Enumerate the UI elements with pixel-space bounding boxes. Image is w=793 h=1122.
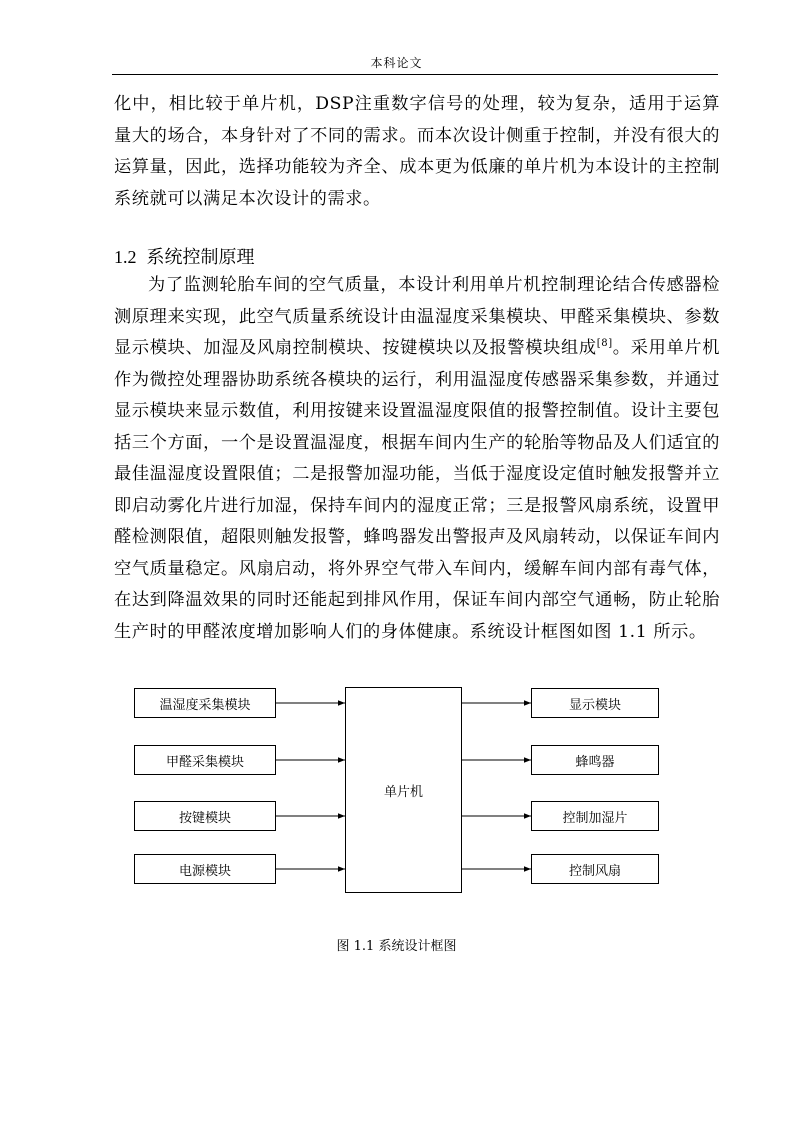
paragraph-principle-part1: 为了监测轮胎车间的空气质量，本设计利用单片机控制理论结合传感器检测原理来实现，此空气质量系统设计由温湿度采集模块、甲醛采集模块、参数显示模块、加湿及风扇控制模块、按键模块以及报警模块组成 xyxy=(114,275,720,358)
header-rule xyxy=(112,74,718,75)
output-box-humidifier: 控制加湿片 xyxy=(531,801,659,831)
center-box-mcu: 单片机 xyxy=(345,687,462,893)
output-box-buzzer: 蜂鸣器 xyxy=(531,745,659,775)
output-box-display: 显示模块 xyxy=(531,688,659,718)
citation-ref: [8] xyxy=(596,338,613,349)
paragraph-intro: 化中，相比较于单片机，DSP注重数字信号的处理，较为复杂，适用于运算量大的场合，本身针对了不同的需求。而本次设计侧重于控制，并没有很大的运算量，因此，选择功能较为齐全、成本更为低廉的单片机为本设计的主控制系统就可以满足本次设计的需求。 xyxy=(114,94,720,209)
section-title: 系统控制原理 xyxy=(146,247,255,268)
input-box-keys: 按键模块 xyxy=(134,801,276,831)
input-box-power: 电源模块 xyxy=(134,854,276,884)
input-box-formaldehyde: 甲醛采集模块 xyxy=(134,745,276,775)
section-heading xyxy=(114,243,255,269)
figure-caption: 图 1.1 系统设计框图 xyxy=(336,939,457,954)
paragraph-principle-part2: 。采用单片机作为微控处理器协助系统各模块的运行，利用温湿度传感器采集参数，并通过显示模块来显示数值，利用按键来设置温湿度限值的报警控制值。设计主要包括三个方面，一个是设置温湿度，根据车间内生产的轮胎等物品及人们适宜的最佳温湿度设置限值；二是报警加湿功能，当低于湿度设定值时触发报警并立即启动雾化片进行加湿，保持车间内的湿度正常；三是报警风扇系统，设置甲醛检测限值，超限则触发报警，蜂鸣器发出警报声及风扇转动，以保证车间内空气质量稳定。风扇启动，将外界空气带入车间内，缓解车间内部有毒气体，在达到降温效果的同时还能起到排风作用，保证车间内部空气通畅，防止轮胎生产时的甲醛浓度增加影响人们的身体健康。系统设计框图如图 1.1 所示。 xyxy=(114,338,720,642)
header-title: 本科论文 xyxy=(370,56,423,70)
paragraph-principle xyxy=(114,270,720,648)
section-number: 1.2 xyxy=(114,247,137,267)
input-box-temp-humidity: 温湿度采集模块 xyxy=(134,688,276,718)
output-box-fan: 控制风扇 xyxy=(531,854,659,884)
